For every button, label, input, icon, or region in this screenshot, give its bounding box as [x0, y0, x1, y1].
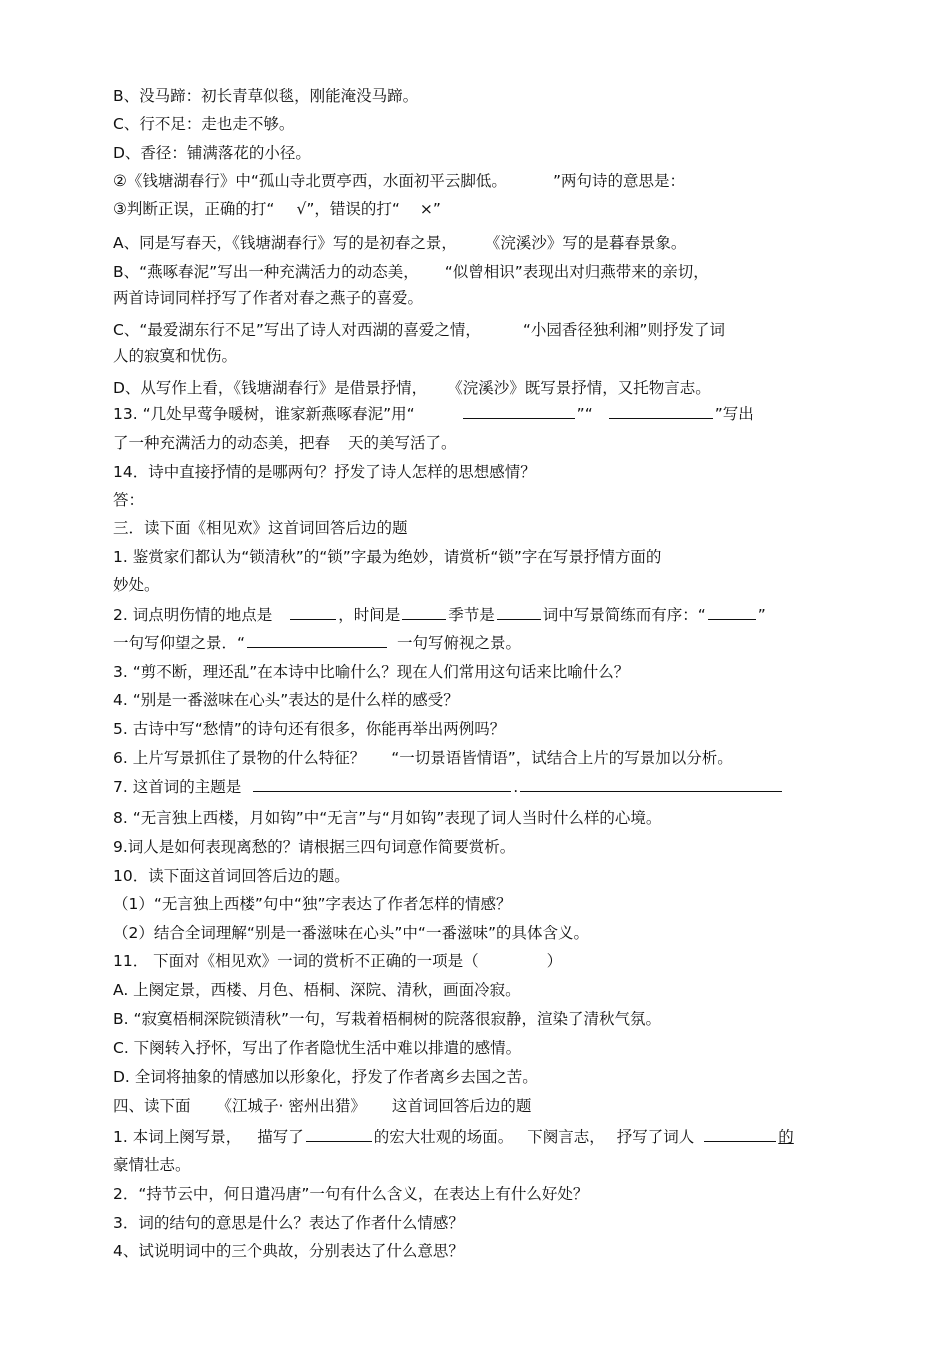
text: 5. 古诗中写“愁情”的诗句还有很多，你能再举出两例吗？ — [113, 720, 506, 738]
text: ” — [757, 606, 766, 624]
text: C、“最爱湖东行不足”写出了诗人对西湖的喜爱之情， — [113, 321, 481, 339]
text: ②《钱塘湖春行》中“孤山寺北贾亭西，水面初平云脚低。 — [113, 172, 507, 190]
answer-blank[interactable] — [497, 604, 541, 620]
s3-option-d — [113, 1066, 842, 1088]
question-3-judge — [113, 198, 842, 220]
s3-question-10 — [113, 865, 842, 887]
text: D. 全词将抽象的情感加以形象化，抒发了作者离乡去国之苦。 — [113, 1068, 538, 1086]
text: 13. “几处早莺争暖树，谁家新燕啄春泥”用“ — [113, 405, 415, 423]
s3-option-a — [113, 979, 842, 1001]
text: ”写出 — [714, 405, 754, 423]
answer-blank[interactable] — [520, 776, 782, 792]
text: A、同是写春天，《钱塘湖春行》写的是初春之景， — [113, 234, 457, 252]
text: 一句写俯视之景。 — [397, 634, 522, 652]
text: ”两句诗的意思是： — [552, 172, 685, 190]
text: 一句写仰望之景．“ — [113, 634, 246, 652]
text: 11． 下面对《相见欢》一词的赏析不正确的一项是（ — [113, 952, 479, 970]
text: 四、读下面 — [113, 1097, 191, 1115]
answer-label — [113, 489, 842, 511]
answer-blank[interactable] — [306, 1126, 372, 1142]
text: 2．“持节云中，何日遣冯唐”一句有什么含义，在表达上有什么好处？ — [113, 1185, 589, 1203]
text: “小园香径独利湘”则抒发了词 — [522, 321, 725, 339]
question-2-meaning — [113, 170, 842, 192]
text: 3．词的结句的意思是什么？表达了作者什么情感？ — [113, 1214, 464, 1232]
s3-question-2-cont — [113, 632, 842, 654]
text: “似曾相识”表现出对归燕带来的亲切， — [444, 263, 709, 281]
answer-blank[interactable] — [609, 403, 713, 419]
text: ”“ — [576, 405, 593, 423]
text: 的 — [778, 1128, 794, 1146]
text: （1）“无言独上西楼”句中“独”字表达了作者怎样的情感？ — [113, 895, 512, 913]
s3-question-5 — [113, 718, 842, 740]
text: 2. 词点明伤情的地点是 — [113, 606, 273, 624]
text: 天的美写活了。 — [348, 434, 457, 452]
s3-question-1-cont — [113, 574, 842, 596]
text: 妙处。 — [113, 576, 160, 594]
judge-option-c-cont — [113, 345, 842, 367]
s3-question-6 — [113, 747, 842, 769]
text: ×” — [419, 200, 441, 218]
text: 词中写景简练而有序：“ — [542, 606, 706, 624]
text: 《浣溪沙》写的是暮春景象。 — [484, 234, 687, 252]
text: 了一种充满活力的动态美，把春 — [113, 434, 331, 452]
text: 14．诗中直接抒情的是哪两句？抒发了诗人怎样的思想感情？ — [113, 463, 536, 481]
s4-question-1-cont — [113, 1154, 842, 1176]
answer-blank[interactable] — [463, 403, 575, 419]
text: 季节是 — [448, 606, 495, 624]
judge-option-b-cont — [113, 287, 842, 309]
s3-option-c — [113, 1037, 842, 1059]
text: 人的寂寞和忧伤。 — [113, 347, 238, 365]
text: 4、试说明词中的三个典故，分别表达了什么意思？ — [113, 1242, 464, 1260]
judge-option-b — [113, 261, 842, 283]
s3-question-3 — [113, 661, 842, 683]
judge-option-a — [113, 232, 842, 254]
text: 9.词人是如何表现离愁的？请根据三四句词意作简要赏析。 — [113, 838, 516, 856]
text: ③判断正误，正确的打“ — [113, 200, 275, 218]
section-4-heading — [113, 1095, 842, 1117]
text: （2）结合全词理解“别是一番滋味在心头”中“一番滋味”的具体含义。 — [113, 924, 589, 942]
s3-question-11 — [113, 950, 842, 972]
text: 描写了 — [257, 1128, 304, 1146]
s3-question-10-2 — [113, 922, 842, 944]
s4-question-4 — [113, 1240, 842, 1262]
text: 答： — [113, 491, 145, 509]
question-13-cont — [113, 432, 842, 454]
answer-blank[interactable] — [708, 604, 756, 620]
text: 三．读下面《相见欢》这首词回答后边的题 — [113, 519, 408, 537]
text: ，时间是 — [338, 606, 401, 624]
question-14 — [113, 461, 842, 483]
answer-blank[interactable] — [290, 604, 336, 620]
text: A. 上阕定景，西楼、月色、梧桐、深院、清秋，画面冷寂。 — [113, 981, 521, 999]
text: 8. “无言独上西楼，月如钩”中“无言”与“月如钩”表现了词人当时什么样的心境。 — [113, 809, 662, 827]
s3-question-4 — [113, 689, 842, 711]
s3-option-b — [113, 1008, 842, 1030]
text: 1. 本词上阕写景， — [113, 1128, 242, 1146]
judge-option-d — [113, 377, 842, 399]
text: 10．读下面这首词回答后边的题。 — [113, 867, 350, 885]
answer-blank[interactable] — [402, 604, 446, 620]
text: B、没马蹄：初长青草似毯，刚能淹没马蹄。 — [113, 87, 419, 105]
text: . — [513, 778, 519, 796]
text: ） — [546, 952, 563, 970]
option-d-xiangjing — [113, 142, 842, 164]
text: 1. 鉴赏家们都认为“锁清秋”的“锁”字最为绝妙，请赏析“锁”字在写景抒情方面的 — [113, 548, 662, 566]
s4-question-3 — [113, 1212, 842, 1234]
text: 《江城子· 密州出猎》 — [216, 1097, 366, 1115]
answer-blank[interactable] — [253, 776, 511, 792]
s3-question-2 — [113, 604, 842, 626]
s3-question-1 — [113, 546, 842, 568]
text: 这首词回答后边的题 — [391, 1097, 532, 1115]
text: 的宏大壮观的场面。 — [373, 1128, 514, 1146]
text: C、行不足：走也走不够。 — [113, 115, 295, 133]
text: 两首诗词同样抒写了作者对春之燕子的喜爱。 — [113, 289, 424, 307]
text: 6. 上片写景抓住了景物的什么特征？ — [113, 749, 366, 767]
option-c-xingbuzu — [113, 113, 842, 135]
text: “一切景语皆情语”，试结合上片的写景加以分析。 — [391, 749, 733, 767]
s3-question-10-1 — [113, 893, 842, 915]
answer-blank[interactable] — [704, 1126, 776, 1142]
text: D、香径：铺满落花的小径。 — [113, 144, 311, 162]
text: 下阕言志， — [527, 1128, 605, 1146]
text: 《浣溪沙》既写景抒情，又托物言志。 — [447, 379, 711, 397]
text: B、“燕啄春泥”写出一种充满活力的动态美， — [113, 263, 419, 281]
text: D、从写作上看，《钱塘湖春行》是借景抒情， — [113, 379, 428, 397]
text: 3. “剪不断，理还乱”在本诗中比喻什么？现在人们常用这句话来比喻什么？ — [113, 663, 630, 681]
text: 4. “别是一番滋味在心头”表达的是什么样的感受？ — [113, 691, 459, 709]
text: B. “寂寞梧桐深院锁清秋”一句，写栽着梧桐树的院落很寂静，渲染了清秋气氛。 — [113, 1010, 662, 1028]
s3-question-8 — [113, 807, 842, 829]
option-b-meima — [113, 85, 842, 107]
s4-question-2 — [113, 1183, 842, 1205]
text: 抒写了词人 — [616, 1128, 695, 1146]
text: √”，错误的打“ — [296, 200, 400, 218]
text: C. 下阕转入抒怀，写出了作者隐忧生活中难以排遣的感情。 — [113, 1039, 522, 1057]
question-13 — [113, 403, 842, 425]
s4-question-1 — [113, 1126, 842, 1148]
answer-blank[interactable] — [247, 632, 387, 648]
judge-option-c — [113, 319, 842, 341]
text: 7. 这首词的主题是 — [113, 778, 242, 796]
section-3-heading — [113, 517, 842, 539]
s3-question-7 — [113, 776, 842, 798]
s3-question-9 — [113, 836, 842, 858]
text: 豪情壮志。 — [113, 1156, 191, 1174]
